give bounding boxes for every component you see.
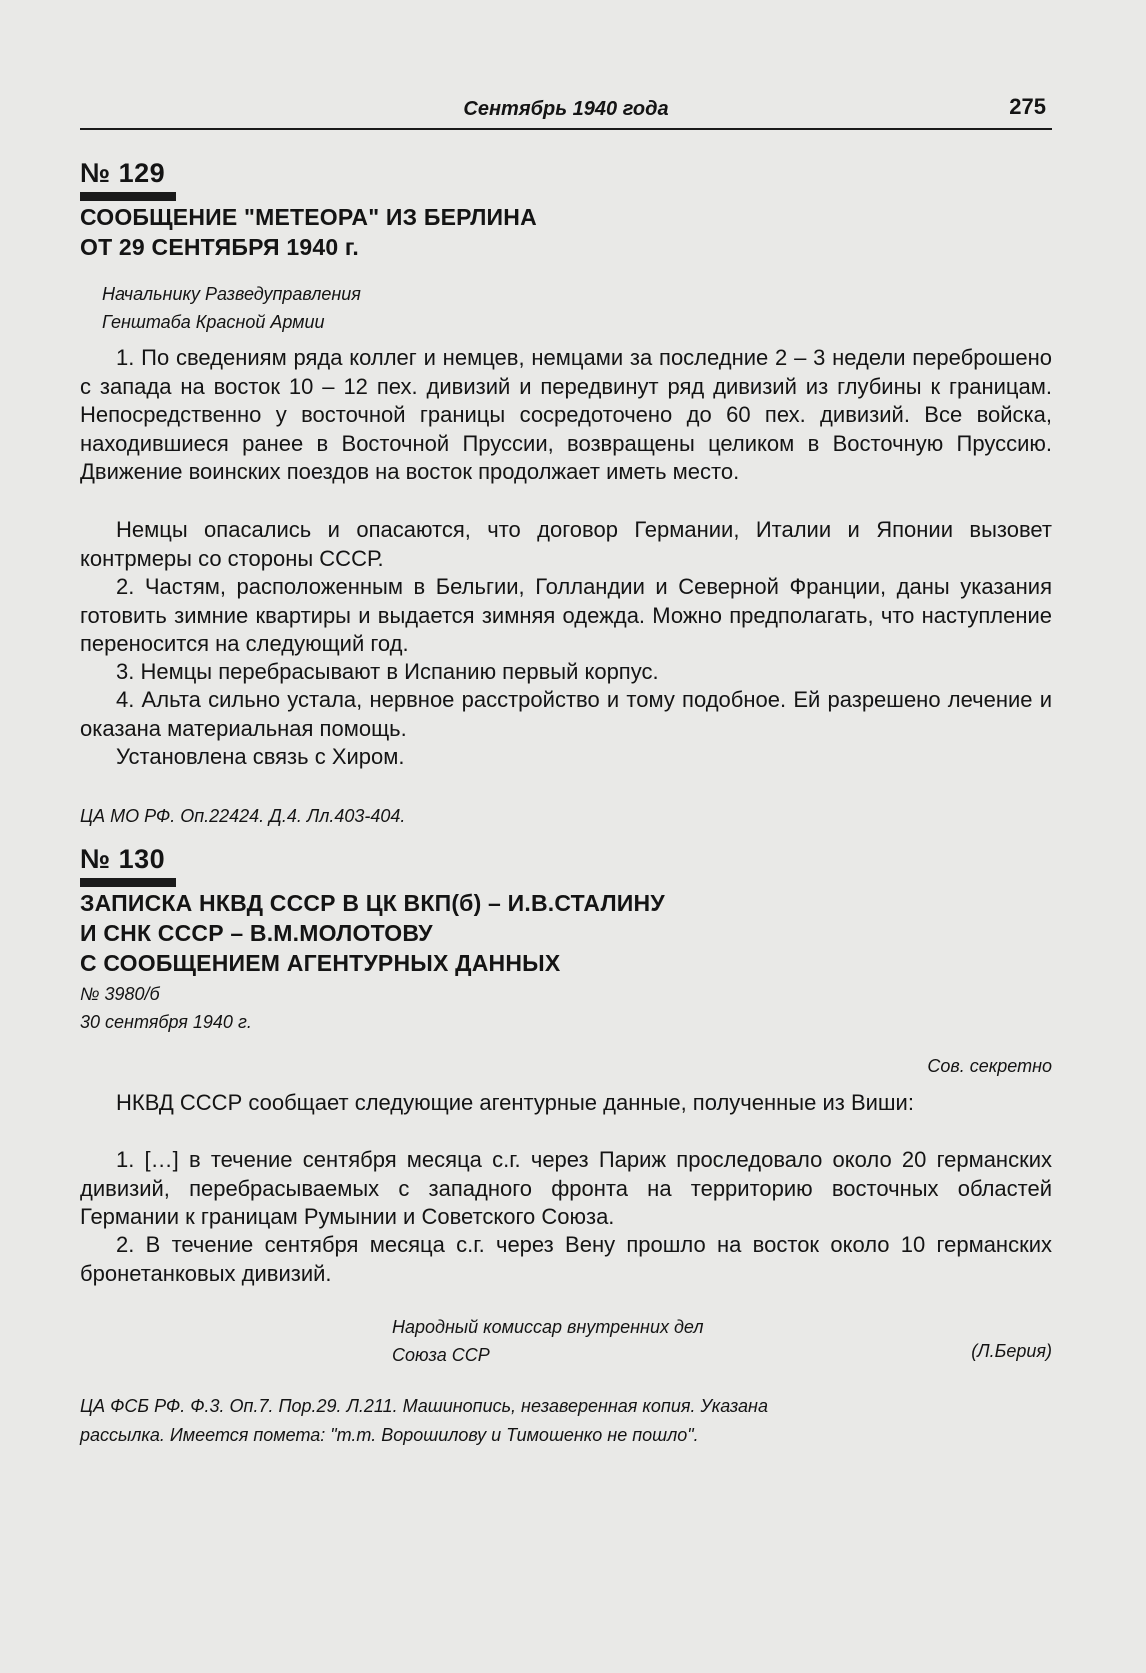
doc130-signature-name: (Л.Берия) <box>971 1341 1052 1361</box>
doc129-number: № 129 <box>80 158 166 188</box>
doc130-signature-title-line-1: Народный комиссар внутренних дел <box>392 1317 704 1337</box>
doc130-classification: Сов. секретно <box>927 1056 1052 1076</box>
doc129-paragraph-1: 1. По сведениям ряда коллег и немцев, немцами за последние 2 – 3 недели переброшено с запада на восток 10 – 12 пех. дивизий и передвинут ряд дивизий из глубины к границам. Непосредственно у восточной границы сосредоточено до 60 пех. дивизий. Все войска, находившиеся ранее в Восточной Пруссии, возвращены целиком в Восточную Пруссию. Движение воинских поездов на восток продолжает иметь место. <box>80 345 1052 484</box>
doc130-paragraph-3: 2. В течение сентября месяца с.г. через Вену прошло на восток около 10 германских бронетанковых дивизий. <box>80 1232 1052 1286</box>
doc129-addressee-line-1: Начальнику Разведуправления <box>102 284 361 304</box>
doc129-paragraph-6: Установлена связь с Хиром. <box>116 744 405 769</box>
doc130-title <box>80 888 665 978</box>
doc130-number: № 130 <box>80 844 166 874</box>
doc129-paragraph-3: 2. Частям, расположенным в Бельгии, Голландии и Северной Франции, даны указания готовить зимние квартиры и выдается зимняя одежда. Можно предполагать, что наступление переносится на следующий год. <box>80 574 1052 656</box>
doc130-source-line-2: рассылка. Имеется помета: "т.т. Ворошилову и Тимошенко не пошло". <box>80 1425 699 1445</box>
doc129-title <box>80 202 537 262</box>
doc130-paragraph-2: 1. […] в течение сентября месяца с.г. через Париж проследовало около 20 германских дивизий, перебрасываемых с западного фронта на территорию восточных областей Германии к границам Румынии и Советского Союза. <box>80 1147 1052 1229</box>
page-number: 275 <box>1009 94 1046 119</box>
doc129-addressee-line-2: Генштаба Красной Армии <box>102 312 325 332</box>
doc129-paragraph-2: Немцы опасались и опасаются, что договор Германии, Италии и Японии вызовет контрмеры со стороны СССР. <box>80 517 1052 571</box>
doc129-source: ЦА МО РФ. Оп.22424. Д.4. Лл.403-404. <box>80 806 406 826</box>
doc129-paragraph-5: 4. Альта сильно устала, нервное расстройство и тому подобное. Ей разрешено лечение и оказана материальная помощь. <box>80 687 1052 741</box>
running-title: Сентябрь 1940 года <box>463 98 669 120</box>
doc130-ref-number: № 3980/б <box>80 984 160 1004</box>
doc130-number-bar <box>80 878 176 887</box>
doc130-title-line-2: И СНК СССР – В.М.МОЛОТОВУ <box>80 920 433 946</box>
doc129-paragraph-4: 3. Немцы перебрасывают в Испанию первый корпус. <box>116 659 659 684</box>
doc130-date: 30 сентября 1940 г. <box>80 1012 252 1032</box>
doc130-signature-title <box>392 1313 703 1369</box>
doc130-source-line-1: ЦА ФСБ РФ. Ф.3. Оп.7. Пор.29. Л.211. Машинопись, незаверенная копия. Указана <box>80 1396 768 1416</box>
doc130-reference <box>80 980 252 1036</box>
running-header <box>80 94 1052 130</box>
doc129-addressee <box>102 280 361 336</box>
document-page <box>80 80 1052 1640</box>
doc130-source <box>80 1392 768 1450</box>
doc129-title-line-1: СООБЩЕНИЕ "МЕТЕОРА" ИЗ БЕРЛИНА <box>80 204 537 230</box>
doc129-number-bar <box>80 192 176 201</box>
doc129-title-line-2: ОТ 29 СЕНТЯБРЯ 1940 г. <box>80 234 359 260</box>
doc130-signature-title-line-2: Союза ССР <box>392 1345 490 1365</box>
doc130-title-line-3: С СООБЩЕНИЕМ АГЕНТУРНЫХ ДАННЫХ <box>80 950 561 976</box>
doc130-paragraph-1: НКВД СССР сообщает следующие агентурные данные, полученные из Виши: <box>116 1090 914 1115</box>
doc130-title-line-1: ЗАПИСКА НКВД СССР В ЦК ВКП(б) – И.В.СТАЛИНУ <box>80 890 665 916</box>
